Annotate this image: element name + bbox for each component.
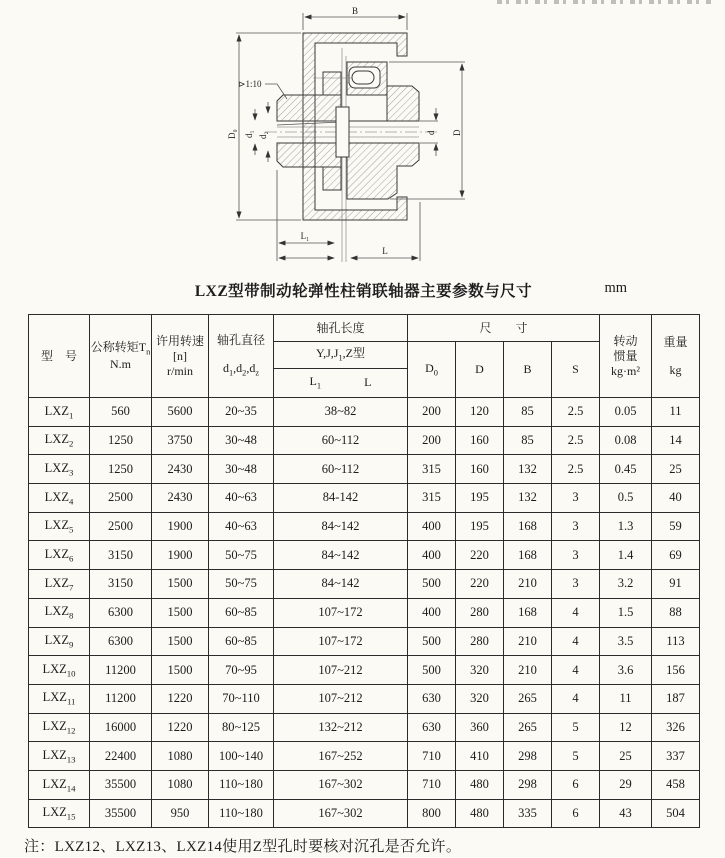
header-length-group-label: 轴孔长度 xyxy=(316,320,365,335)
cell-inertia: 12 xyxy=(600,713,652,742)
cell-D: 480 xyxy=(456,770,504,799)
cell-torque: 6300 xyxy=(90,598,152,627)
dim-label-L: L xyxy=(382,246,388,256)
cell-length: 107~172 xyxy=(274,598,408,627)
header-col-D0-label: $D_0$ xyxy=(425,360,438,377)
header-col-S-label: S xyxy=(572,362,579,376)
header-bore xyxy=(209,315,274,398)
right-bowl-lower xyxy=(347,143,419,199)
cell-D0: 500 xyxy=(408,570,456,599)
cell-torque: 16000 xyxy=(90,713,152,742)
parameter-table xyxy=(28,314,700,828)
header-length-types xyxy=(274,342,408,369)
cell-D: 195 xyxy=(456,484,504,513)
cell-weight: 40 xyxy=(652,484,700,513)
cell-model: $LXZ_1$ xyxy=(29,398,90,427)
cell-B: 132 xyxy=(504,455,552,484)
cell-B: 210 xyxy=(504,656,552,685)
cell-torque: 6300 xyxy=(90,627,152,656)
header-speed-line3: r/min xyxy=(167,363,193,378)
cell-B: 132 xyxy=(504,484,552,513)
left-flange-upper xyxy=(323,72,341,95)
cell-D0: 400 xyxy=(408,598,456,627)
header-weight-line1: 重量 xyxy=(663,334,688,349)
cell-model: $LXZ_2$ xyxy=(29,426,90,455)
cell-weight: 504 xyxy=(652,799,700,828)
cell-speed: 950 xyxy=(152,799,209,828)
dim-label-B: B xyxy=(351,6,359,16)
header-torque xyxy=(90,315,152,398)
cell-B: 168 xyxy=(504,598,552,627)
header-inertia-line1: 转动 xyxy=(613,333,638,348)
cell-speed: 1220 xyxy=(152,684,209,713)
cell-length: 84~142 xyxy=(274,541,408,570)
header-weight-line2: kg xyxy=(669,362,682,377)
cell-D0: 710 xyxy=(408,742,456,771)
cell-S: 4 xyxy=(552,598,600,627)
header-length-cols xyxy=(274,369,408,398)
table-row xyxy=(29,426,700,455)
header-inertia-line2: 惯量 xyxy=(613,348,638,363)
table-row xyxy=(29,656,700,685)
cell-D0: 800 xyxy=(408,799,456,828)
cell-B: 168 xyxy=(504,512,552,541)
cell-B: 298 xyxy=(504,770,552,799)
cell-torque: 3150 xyxy=(90,541,152,570)
cell-D: 320 xyxy=(456,656,504,685)
cell-S: 6 xyxy=(552,799,600,828)
cell-inertia: 1.4 xyxy=(600,541,652,570)
cell-S: 4 xyxy=(552,656,600,685)
cell-bore: 20~35 xyxy=(209,398,274,427)
cell-bore: 60~85 xyxy=(209,627,274,656)
cell-inertia: 0.45 xyxy=(600,455,652,484)
cell-speed: 1900 xyxy=(152,541,209,570)
cell-weight: 91 xyxy=(652,570,700,599)
cell-torque: 35500 xyxy=(90,770,152,799)
header-col-B-label: B xyxy=(523,362,532,376)
cell-D: 280 xyxy=(456,627,504,656)
header-col-D0 xyxy=(408,342,456,398)
cell-speed: 2430 xyxy=(152,484,209,513)
cell-model: $LXZ_{11}$ xyxy=(29,684,90,713)
cell-inertia: 0.05 xyxy=(600,398,652,427)
cell-bore: 40~63 xyxy=(209,484,274,513)
cell-weight: 326 xyxy=(652,713,700,742)
cell-inertia: 3.5 xyxy=(600,627,652,656)
table-row xyxy=(29,684,700,713)
cell-torque: 11200 xyxy=(90,656,152,685)
cell-speed: 1080 xyxy=(152,742,209,771)
cell-D0: 400 xyxy=(408,512,456,541)
header-torque-line2: N.m xyxy=(110,357,131,372)
cell-D0: 500 xyxy=(408,656,456,685)
cell-S: 3 xyxy=(552,512,600,541)
cell-length: 84~142 xyxy=(274,512,408,541)
cell-weight: 69 xyxy=(652,541,700,570)
cell-D0: 710 xyxy=(408,770,456,799)
cell-S: 5 xyxy=(552,742,600,771)
cell-model: $LXZ_{14}$ xyxy=(29,770,90,799)
cell-S: 6 xyxy=(552,770,600,799)
table-row xyxy=(29,455,700,484)
cell-D: 160 xyxy=(456,455,504,484)
cell-torque: 1250 xyxy=(90,426,152,455)
cell-torque: 2500 xyxy=(90,484,152,513)
cell-inertia: 3.6 xyxy=(600,656,652,685)
cell-bore: 30~48 xyxy=(209,455,274,484)
header-size-group-label: 尺 寸 xyxy=(479,320,528,335)
cell-bore: 70~110 xyxy=(209,684,274,713)
cell-length: 107~212 xyxy=(274,684,408,713)
header-inertia-line3: kg·m² xyxy=(611,363,640,378)
cell-D: 120 xyxy=(456,398,504,427)
cell-torque: 35500 xyxy=(90,799,152,828)
cell-D: 220 xyxy=(456,570,504,599)
table-row xyxy=(29,598,700,627)
title-row xyxy=(28,279,699,299)
cell-D: 480 xyxy=(456,799,504,828)
cell-D: 320 xyxy=(456,684,504,713)
table-row xyxy=(29,398,700,427)
cell-B: 265 xyxy=(504,713,552,742)
cell-torque: 22400 xyxy=(90,742,152,771)
cell-length: 132~212 xyxy=(274,713,408,742)
cell-model: $LXZ_8$ xyxy=(29,598,90,627)
cell-bore: 70~95 xyxy=(209,656,274,685)
cell-B: 335 xyxy=(504,799,552,828)
cell-D: 360 xyxy=(456,713,504,742)
cell-B: 168 xyxy=(504,541,552,570)
header-L-label: L xyxy=(364,375,372,390)
header-weight xyxy=(652,315,700,398)
cell-model: $LXZ_4$ xyxy=(29,484,90,513)
cell-weight: 59 xyxy=(652,512,700,541)
cell-inertia: 0.08 xyxy=(600,426,652,455)
cell-S: 2.5 xyxy=(552,455,600,484)
cell-D0: 315 xyxy=(408,484,456,513)
table-row xyxy=(29,541,700,570)
cell-inertia: 3.2 xyxy=(600,570,652,599)
cell-bore: 80~125 xyxy=(209,713,274,742)
header-L1-label: $L_1$ xyxy=(309,374,322,391)
pin-pocket xyxy=(349,67,380,88)
cell-bore: 50~75 xyxy=(209,541,274,570)
cell-D: 195 xyxy=(456,512,504,541)
cell-weight: 187 xyxy=(652,684,700,713)
dim-label-d2: d₂ xyxy=(258,131,268,139)
cell-S: 4 xyxy=(552,627,600,656)
cell-model: $LXZ_6$ xyxy=(29,541,90,570)
dim-label-D0: D₀ xyxy=(227,129,237,139)
cell-length: 84~142 xyxy=(274,570,408,599)
cell-D0: 630 xyxy=(408,684,456,713)
cell-speed: 1080 xyxy=(152,770,209,799)
table-row xyxy=(29,627,700,656)
footnote: 注：LXZ12、LXZ13、LXZ14使用Z型孔时要核对沉孔是否允许。 xyxy=(24,839,462,855)
cell-inertia: 1.5 xyxy=(600,598,652,627)
cell-inertia: 11 xyxy=(600,684,652,713)
cell-inertia: 1.3 xyxy=(600,512,652,541)
cell-B: 265 xyxy=(504,684,552,713)
cell-length: 60~112 xyxy=(274,455,408,484)
cell-torque: 3150 xyxy=(90,570,152,599)
cell-B: 210 xyxy=(504,570,552,599)
cell-weight: 25 xyxy=(652,455,700,484)
cell-speed: 1900 xyxy=(152,512,209,541)
page-title: LXZ型带制动轮弹性柱销联轴器主要参数与尺寸 xyxy=(194,283,533,300)
header-length-types-label: $Y,J,J_1,Z$型 xyxy=(316,346,365,363)
header-inertia xyxy=(600,315,652,398)
cell-weight: 11 xyxy=(652,398,700,427)
cell-D0: 500 xyxy=(408,627,456,656)
table-row xyxy=(29,742,700,771)
cell-D: 280 xyxy=(456,598,504,627)
header-model-label: 型 号 xyxy=(40,348,77,363)
header-model xyxy=(29,315,90,398)
cell-weight: 156 xyxy=(652,656,700,685)
cell-bore: 110~180 xyxy=(209,799,274,828)
cell-D: 410 xyxy=(456,742,504,771)
cell-length: 167~302 xyxy=(274,770,408,799)
cell-S: 2.5 xyxy=(552,426,600,455)
cell-S: 3 xyxy=(552,570,600,599)
header-torque-line1: 公称转矩$T_n$ xyxy=(90,339,151,356)
cell-speed: 1500 xyxy=(152,656,209,685)
cell-model: $LXZ_{12}$ xyxy=(29,713,90,742)
clipped-text-remnant xyxy=(497,0,713,4)
cell-bore: 100~140 xyxy=(209,742,274,771)
cell-speed: 5600 xyxy=(152,398,209,427)
cell-torque: 2500 xyxy=(90,512,152,541)
cell-bore: 40~63 xyxy=(209,512,274,541)
cell-bore: 50~75 xyxy=(209,570,274,599)
cell-weight: 88 xyxy=(652,598,700,627)
coupling-drawing-svg xyxy=(225,0,485,275)
table-body xyxy=(29,398,700,828)
cell-length: 167~302 xyxy=(274,799,408,828)
cell-weight: 337 xyxy=(652,742,700,771)
cell-model: $LXZ_5$ xyxy=(29,512,90,541)
cell-model: $LXZ_{13}$ xyxy=(29,742,90,771)
cell-length: 84-142 xyxy=(274,484,408,513)
cell-S: 2.5 xyxy=(552,398,600,427)
header-size-group xyxy=(408,315,600,342)
cell-model: $LXZ_7$ xyxy=(29,570,90,599)
cell-bore: 110~180 xyxy=(209,770,274,799)
cell-B: 85 xyxy=(504,426,552,455)
cell-S: 5 xyxy=(552,713,600,742)
table-row xyxy=(29,512,700,541)
cell-model: $LXZ_{15}$ xyxy=(29,799,90,828)
table-row xyxy=(29,799,700,828)
cell-model: $LXZ_9$ xyxy=(29,627,90,656)
cell-length: 107~212 xyxy=(274,656,408,685)
cell-D0: 630 xyxy=(408,713,456,742)
cell-inertia: 0.5 xyxy=(600,484,652,513)
cell-model: $LXZ_{10}$ xyxy=(29,656,90,685)
cell-inertia: 25 xyxy=(600,742,652,771)
cell-inertia: 29 xyxy=(600,770,652,799)
coupling-section-drawing xyxy=(225,0,485,275)
table-row xyxy=(29,570,700,599)
dim-label-d1: d₁ xyxy=(244,130,254,138)
header-col-B xyxy=(504,342,552,398)
cell-model: $LXZ_3$ xyxy=(29,455,90,484)
cell-S: 3 xyxy=(552,541,600,570)
cell-S: 4 xyxy=(552,684,600,713)
cell-weight: 458 xyxy=(652,770,700,799)
dim-label-D: D xyxy=(452,129,462,136)
cell-speed: 1500 xyxy=(152,570,209,599)
header-col-D-label: D xyxy=(475,362,484,376)
header-bore-line1: 轴孔直径 xyxy=(216,333,265,348)
cell-D0: 400 xyxy=(408,541,456,570)
left-hub-lower xyxy=(277,143,341,167)
table-row xyxy=(29,713,700,742)
header-length-group xyxy=(274,315,408,342)
cell-inertia: 43 xyxy=(600,799,652,828)
taper-label: ⊳1:10 xyxy=(238,79,262,89)
header-bore-line2: $d_1,d_2,d_z$ xyxy=(222,361,260,378)
cell-bore: 60~85 xyxy=(209,598,274,627)
table-row xyxy=(29,484,700,513)
table-row xyxy=(29,770,700,799)
cell-speed: 1500 xyxy=(152,598,209,627)
cell-weight: 14 xyxy=(652,426,700,455)
cell-speed: 1220 xyxy=(152,713,209,742)
cell-B: 210 xyxy=(504,627,552,656)
cell-torque: 11200 xyxy=(90,684,152,713)
cell-B: 298 xyxy=(504,742,552,771)
header-speed-line1: 许用转速 xyxy=(155,333,204,348)
cell-speed: 2430 xyxy=(152,455,209,484)
cell-weight: 113 xyxy=(652,627,700,656)
cell-D: 160 xyxy=(456,426,504,455)
header-col-S xyxy=(552,342,600,398)
cell-speed: 1500 xyxy=(152,627,209,656)
cell-D: 220 xyxy=(456,541,504,570)
cell-length: 38~82 xyxy=(274,398,408,427)
header-speed-line2: [n] xyxy=(173,348,187,363)
cell-D0: 315 xyxy=(408,455,456,484)
cell-length: 167~252 xyxy=(274,742,408,771)
dim-label-d: d xyxy=(426,130,436,135)
unit-label: mm xyxy=(604,280,627,296)
cell-speed: 3750 xyxy=(152,426,209,455)
cell-torque: 560 xyxy=(90,398,152,427)
cell-torque: 1250 xyxy=(90,455,152,484)
cell-length: 60~112 xyxy=(274,426,408,455)
dim-label-L1: L₁ xyxy=(300,231,310,241)
cell-S: 3 xyxy=(552,484,600,513)
cell-bore: 30~48 xyxy=(209,426,274,455)
left-flange-lower xyxy=(323,167,341,190)
header-speed xyxy=(152,315,209,398)
cell-D0: 200 xyxy=(408,398,456,427)
cell-B: 85 xyxy=(504,398,552,427)
header-col-D xyxy=(456,342,504,398)
joint-key xyxy=(336,107,349,157)
right-hub-upper xyxy=(387,86,419,121)
cell-D0: 200 xyxy=(408,426,456,455)
cell-length: 107~172 xyxy=(274,627,408,656)
